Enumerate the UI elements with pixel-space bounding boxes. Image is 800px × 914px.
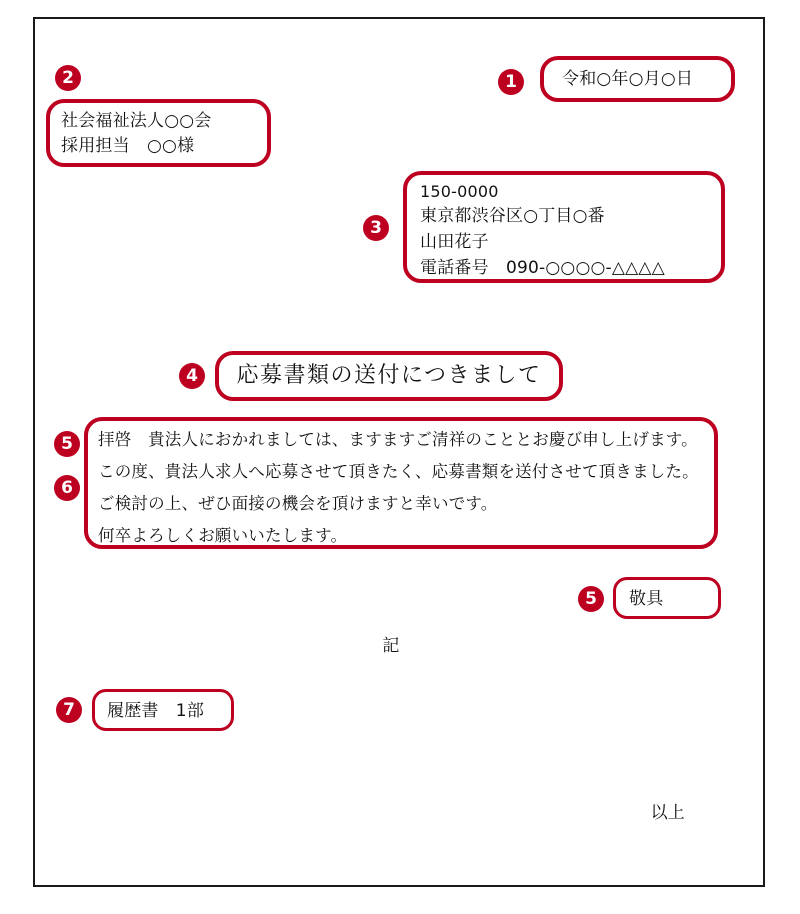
sender-postal-code: 150-0000: [420, 182, 499, 201]
addressee-line-2: 採用担当 ○○様: [61, 136, 195, 156]
body-line-3: ご検討の上、ぜひ面接の機会を頂けますと幸いです。: [98, 494, 498, 513]
document-page: [33, 17, 765, 887]
body-line-1: 拝啓 貴法人におかれましては、ますますご清祥のこととお慶び申し上げます。: [98, 430, 698, 449]
annotation-badge-3: 3: [363, 215, 389, 241]
sender-address: 東京都渋谷区○丁目○番: [420, 206, 605, 226]
annotation-badge-7: 7: [56, 697, 82, 723]
enclosure-header: 記: [382, 636, 400, 656]
addressee-line-1: 社会福祉法人○○会: [61, 111, 212, 131]
body-line-4: 何卒よろしくお願いいたします。: [98, 526, 348, 545]
sender-phone: 電話番号 090-○○○○-△△△△: [420, 258, 665, 278]
annotation-badge-4: 4: [179, 363, 205, 389]
annotation-badge-2: 2: [55, 65, 81, 91]
subject-title: 応募書類の送付につきまして: [236, 363, 542, 388]
document-footer-text: 以上: [650, 803, 685, 823]
annotation-badge-5-opening: 5: [54, 431, 80, 457]
closing-text: 敬具: [629, 589, 664, 609]
date-text: 令和○年○月○日: [562, 69, 694, 89]
annotation-badge-5-closing: 5: [578, 586, 604, 612]
annotation-badge-6: 6: [54, 475, 80, 501]
body-line-2: この度、貴法人求人へ応募させて頂きたく、応募書類を送付させて頂きました。: [98, 462, 699, 481]
enclosure-item-1: 履歴書 1部: [107, 701, 205, 721]
sender-name: 山田花子: [420, 232, 489, 252]
annotation-badge-1: 1: [498, 69, 524, 95]
